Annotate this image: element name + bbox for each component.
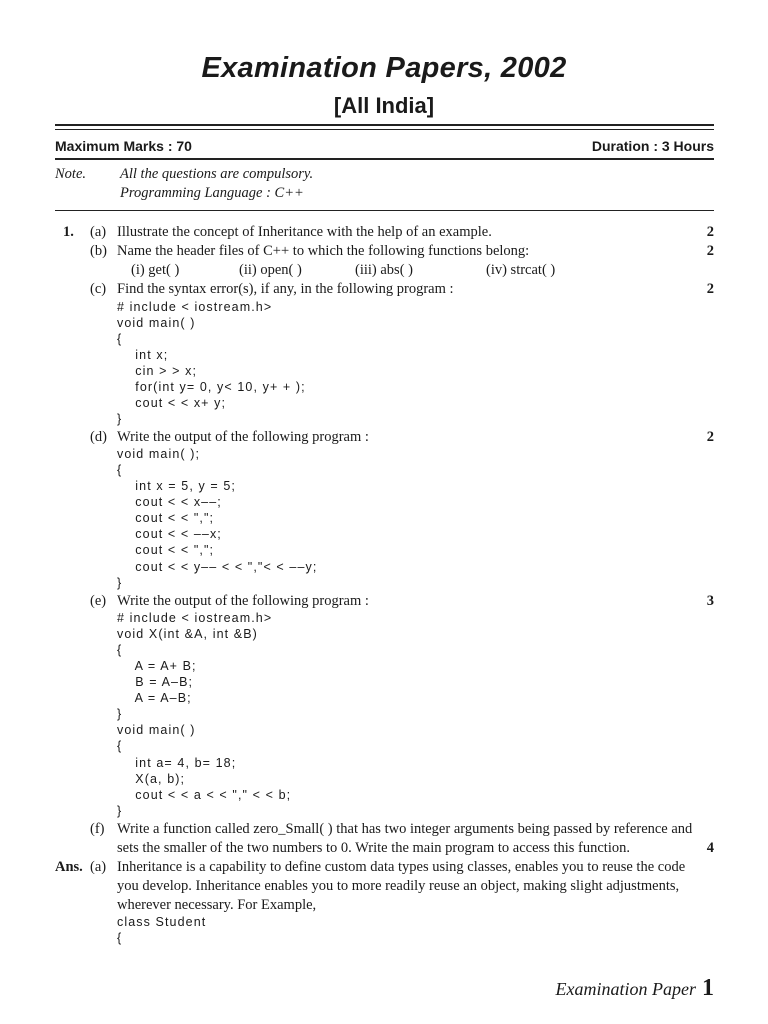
max-marks: Maximum Marks : 70 <box>55 138 192 154</box>
q1c-text: Find the syntax error(s), if any, in the following program : <box>117 281 454 297</box>
q1b-marks: 2 <box>706 243 714 259</box>
code-line: cin > > x; <box>117 364 198 378</box>
code-line: } <box>117 412 123 426</box>
q1a-marks: 2 <box>706 224 714 240</box>
note-rule <box>55 210 714 211</box>
q1a-text: Illustrate the concept of Inheritance with the help of an example. <box>117 224 492 240</box>
q1b-text: Name the header files of C++ to which the following functions belong: <box>117 243 530 259</box>
code-line: int a= 4, b= 18; <box>117 756 237 770</box>
answer-line-1: Inheritance is a capability to define custom data types using classes, enables you to reuse the code <box>117 859 686 875</box>
duration: Duration : 3 Hours <box>591 138 714 154</box>
code-line: } <box>117 804 123 818</box>
code-line: X(a, b); <box>117 772 186 786</box>
q1d-label: (d) <box>90 429 107 445</box>
q1e-text: Write the output of the following program : <box>117 593 369 609</box>
code-line: void main( ); <box>117 447 201 461</box>
q1e-label: (e) <box>90 593 107 609</box>
code-line: cout < < x––; <box>117 495 222 509</box>
code-line: A = A+ B; <box>117 659 197 673</box>
code-line: cout < < a < < "," < < b; <box>117 788 292 802</box>
code-line: cout < < y–– < < ","< < ––y; <box>117 560 318 574</box>
code-line: } <box>117 707 123 721</box>
answer-line-2: you develop. Inheritance enables you to more readily reuse an object, making slight adjustments, <box>117 878 680 894</box>
code-line: int x = 5, y = 5; <box>117 479 236 493</box>
note-line-1: All the questions are compulsory. <box>120 166 314 182</box>
code-line: cout < < ––x; <box>117 527 222 541</box>
code-line: } <box>117 576 123 590</box>
page-subtitle: [All India] <box>333 93 435 118</box>
answer-line-3: wherever necessary. For Example, <box>117 897 317 913</box>
code-line: cout < < x+ y; <box>117 396 227 410</box>
code-line: int x; <box>117 348 169 362</box>
code-line: { <box>117 643 123 657</box>
q1b-option: (i) get( ) <box>131 262 180 278</box>
code-line: { <box>117 931 123 945</box>
q1e-marks: 3 <box>706 593 714 609</box>
note-label: Note. <box>55 166 87 182</box>
code-line: cout < < ","; <box>117 511 215 525</box>
code-line: B = A–B; <box>117 675 194 689</box>
code-line: { <box>117 739 123 753</box>
answer-a-label: (a) <box>90 859 107 875</box>
q1d-marks: 2 <box>706 429 714 445</box>
q1a-label: (a) <box>90 224 107 240</box>
header-bottom-rule <box>55 158 714 160</box>
answer-label: Ans. <box>55 859 83 875</box>
q1b-option: (iv) strcat( ) <box>486 262 556 278</box>
q1b-option: (iii) abs( ) <box>355 262 413 278</box>
q1c-marks: 2 <box>706 281 714 297</box>
code-line: cout < < ","; <box>117 543 215 557</box>
q1f-marks: 4 <box>706 840 714 856</box>
page-title: Examination Papers, 2002 <box>201 52 567 84</box>
code-line: void main( ) <box>117 723 196 737</box>
code-line: void main( ) <box>117 316 196 330</box>
code-line: class Student <box>117 915 207 929</box>
q1b-label: (b) <box>90 243 107 259</box>
code-line: { <box>117 332 123 346</box>
code-line: void X(int &A, int &B) <box>117 627 258 641</box>
page-number: 1 <box>702 975 714 1001</box>
question-number: 1. <box>63 224 74 240</box>
q1b-option: (ii) open( ) <box>239 262 302 278</box>
page-footer <box>556 975 714 1002</box>
code-line: { <box>117 463 123 477</box>
q1c-label: (c) <box>90 281 107 297</box>
code-line: # include < iostream.h> <box>117 611 273 625</box>
footer-text: Examination Paper <box>555 979 696 999</box>
q1f-line-2: sets the smaller of the two numbers to 0. Write the main program to access this function. <box>117 840 630 856</box>
top-rule-thick <box>55 124 714 126</box>
q1d-text: Write the output of the following program : <box>117 429 369 445</box>
code-line: # include < iostream.h> <box>117 300 273 314</box>
q1f-label: (f) <box>90 821 105 837</box>
code-line: for(int y= 0, y< 10, y+ + ); <box>117 380 306 394</box>
top-rule-thin <box>55 129 714 130</box>
q1f-line-1: Write a function called zero_Small( ) that has two integer arguments being passed by reference and <box>117 821 693 837</box>
code-line: A = A–B; <box>117 691 192 705</box>
note-line-2: Programming Language : C++ <box>120 185 304 201</box>
